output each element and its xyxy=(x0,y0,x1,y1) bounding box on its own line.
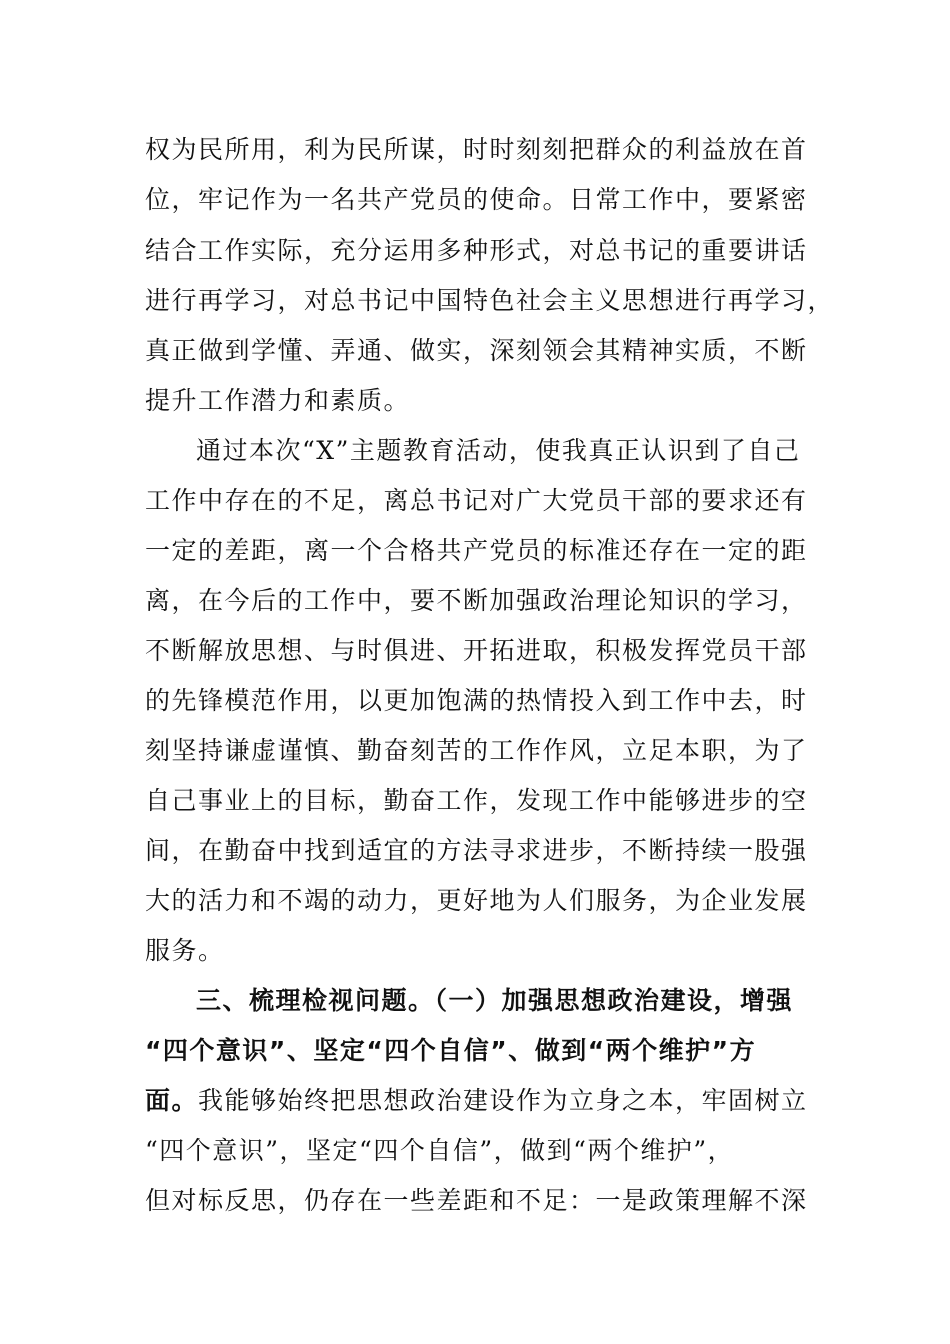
paragraph-line: 但对标反思，仍存在一些差距和不足：一是政策理解不深 xyxy=(145,1186,808,1215)
paragraph-line: 提升工作潜力和素质。 xyxy=(145,386,411,415)
paragraph-line: 进行再学习，对总书记中国特色社会主义思想进行再学习， xyxy=(145,286,835,315)
paragraph-line: 刻坚持谦虚谨慎、勤奋刻苦的工作作风，立足本职，为了 xyxy=(145,736,808,765)
paragraph-line: 一定的差距，离一个合格共产党员的标准还存在一定的距 xyxy=(145,536,808,565)
paragraph-line: 位，牢记作为一名共产党员的使命。日常工作中，要紧密 xyxy=(145,185,808,214)
section-heading-line: “四个意识”、坚定“四个自信”、做到“两个维护”方 xyxy=(145,1036,757,1065)
paragraph-line: 间，在勤奋中找到适宜的方法寻求进步，不断持续一股强 xyxy=(145,836,808,865)
paragraph-line: 大的活力和不竭的动力，更好地为人们服务，为企业发展 xyxy=(145,886,808,915)
mixed-heading-line xyxy=(145,1081,835,1121)
paragraph-line: 结合工作实际，充分运用多种形式，对总书记的重要讲话 xyxy=(145,236,808,265)
paragraph-line: 不断解放思想、与时俱进、开拓进取，积极发挥党员干部 xyxy=(145,636,808,665)
paragraph-line: 通过本次“X”主题教育活动，使我真正认识到了自己 xyxy=(196,436,801,465)
paragraph-line: “四个意识”，坚定“四个自信”，做到“两个维护”， xyxy=(145,1136,735,1165)
paragraph-line: 真正做到学懂、弄通、做实，深刻领会其精神实质，不断 xyxy=(145,336,808,365)
paragraph-line: 离，在今后的工作中，要不断加强政治理论知识的学习， xyxy=(145,586,808,615)
paragraph-text: 我能够始终把思想政治建设作为立身之本，牢固树立 xyxy=(198,1086,808,1115)
paragraph-line: 自己事业上的目标，勤奋工作，发现工作中能够进步的空 xyxy=(145,786,808,815)
paragraph-line: 服务。 xyxy=(145,936,225,965)
paragraph-line: 权为民所用，利为民所谋，时时刻刻把群众的利益放在首 xyxy=(145,135,808,164)
paragraph-line: 工作中存在的不足，离总书记对广大党员干部的要求还有 xyxy=(145,486,808,515)
section-heading-line: 三、梳理检视问题。（一）加强思想政治建设，增强 xyxy=(196,986,794,1015)
paragraph-line: 的先锋模范作用，以更加饱满的热情投入到工作中去，时 xyxy=(145,686,808,715)
section-heading-end: 面。 xyxy=(145,1086,199,1115)
